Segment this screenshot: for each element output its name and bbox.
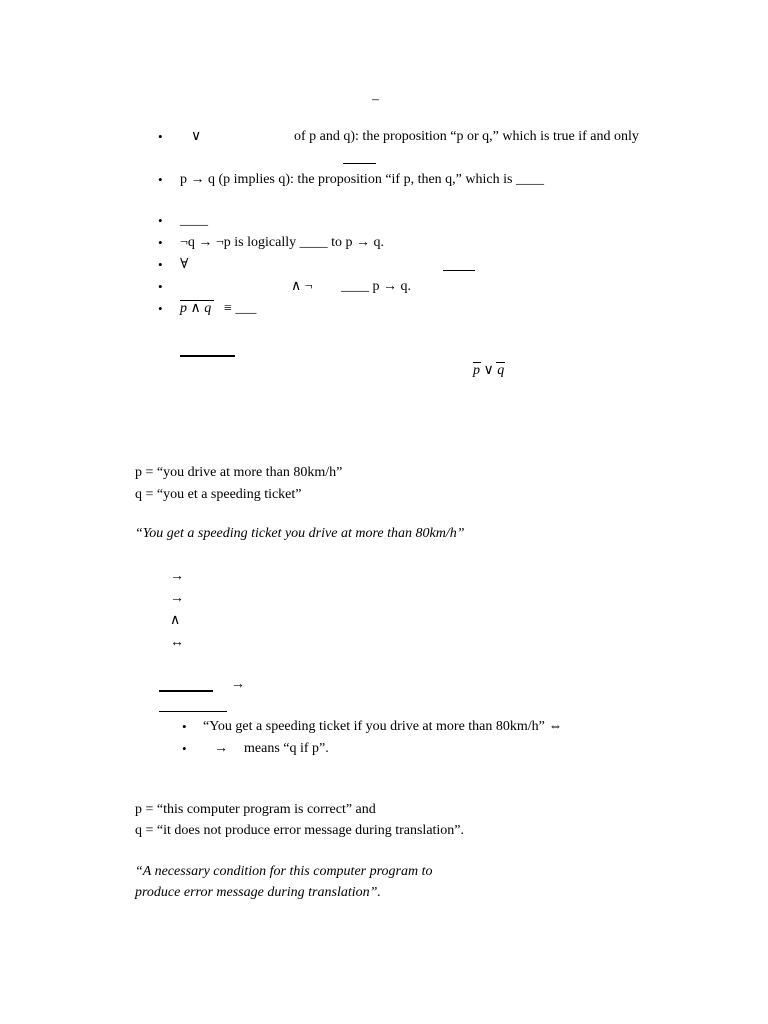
contrapositive-text: ¬q → ¬p is logically ____ to p → q.	[180, 235, 385, 250]
sub-bullet-dot: •	[182, 741, 187, 756]
forall-symbol: ∀	[180, 257, 189, 272]
example1-p-definition: p = “you drive at more than 80km/h”	[135, 465, 343, 480]
blank-line-text: ____	[180, 213, 208, 228]
answer-rule	[159, 711, 227, 712]
sub-bullet-equivalence-text: “You get a speeding ticket if you drive at more than 80km/h” ⇔	[203, 719, 563, 734]
top-dash: –	[372, 92, 379, 107]
bullet-dot: •	[158, 213, 163, 228]
fill-blank-rule	[443, 270, 475, 271]
bullet-dot: •	[158, 301, 163, 316]
implies-definition-text: p → q (p implies q): the proposition “if p, then q,” which is ____	[180, 172, 544, 187]
example1-q-definition: q = “you et a speeding ticket”	[135, 487, 302, 502]
example2-quote-line1: “A necessary condition for this computer program to	[135, 864, 433, 879]
demorgan-result: p ∨ q	[473, 363, 505, 378]
sub-bullet-meaning-text: means “q if p”.	[244, 741, 329, 756]
example1-quote: “You get a speeding ticket you drive at more than 80km/h”	[135, 526, 465, 541]
sub-bullet-dot: •	[182, 719, 187, 734]
demorgan-tail: ≡ ___	[224, 301, 257, 316]
biconditional-symbol: ↔	[170, 635, 184, 650]
implies-symbol: →	[170, 569, 184, 584]
and-not-symbols: ∧ ¬	[291, 279, 313, 294]
bullet-dot: •	[158, 129, 163, 144]
bullet-dot: •	[158, 257, 163, 272]
and-symbol: ∧	[170, 613, 181, 628]
bullet-dot: •	[158, 279, 163, 294]
bullet-dot: •	[158, 172, 163, 187]
implies-symbol: →	[170, 591, 184, 606]
or-symbol: ∨	[191, 129, 202, 144]
and-not-tail: ____ p → q.	[341, 279, 411, 294]
or-definition-text: of p and q): the proposition “p or q,” which is true if and only	[294, 129, 639, 144]
demorgan-formula: p ∧ q	[180, 301, 212, 316]
example2-p-definition: p = “this computer program is correct” and	[135, 802, 376, 817]
bullet-dot: •	[158, 235, 163, 250]
example2-quote-line2: produce error message during translation”.	[135, 885, 381, 900]
implies-symbol: →	[231, 677, 245, 692]
answer-rule	[180, 355, 235, 357]
fill-blank-rule	[343, 163, 376, 164]
implies-symbol: →	[214, 741, 228, 756]
answer-rule	[159, 690, 213, 692]
example2-q-definition: q = “it does not produce error message during translation”.	[135, 823, 465, 838]
